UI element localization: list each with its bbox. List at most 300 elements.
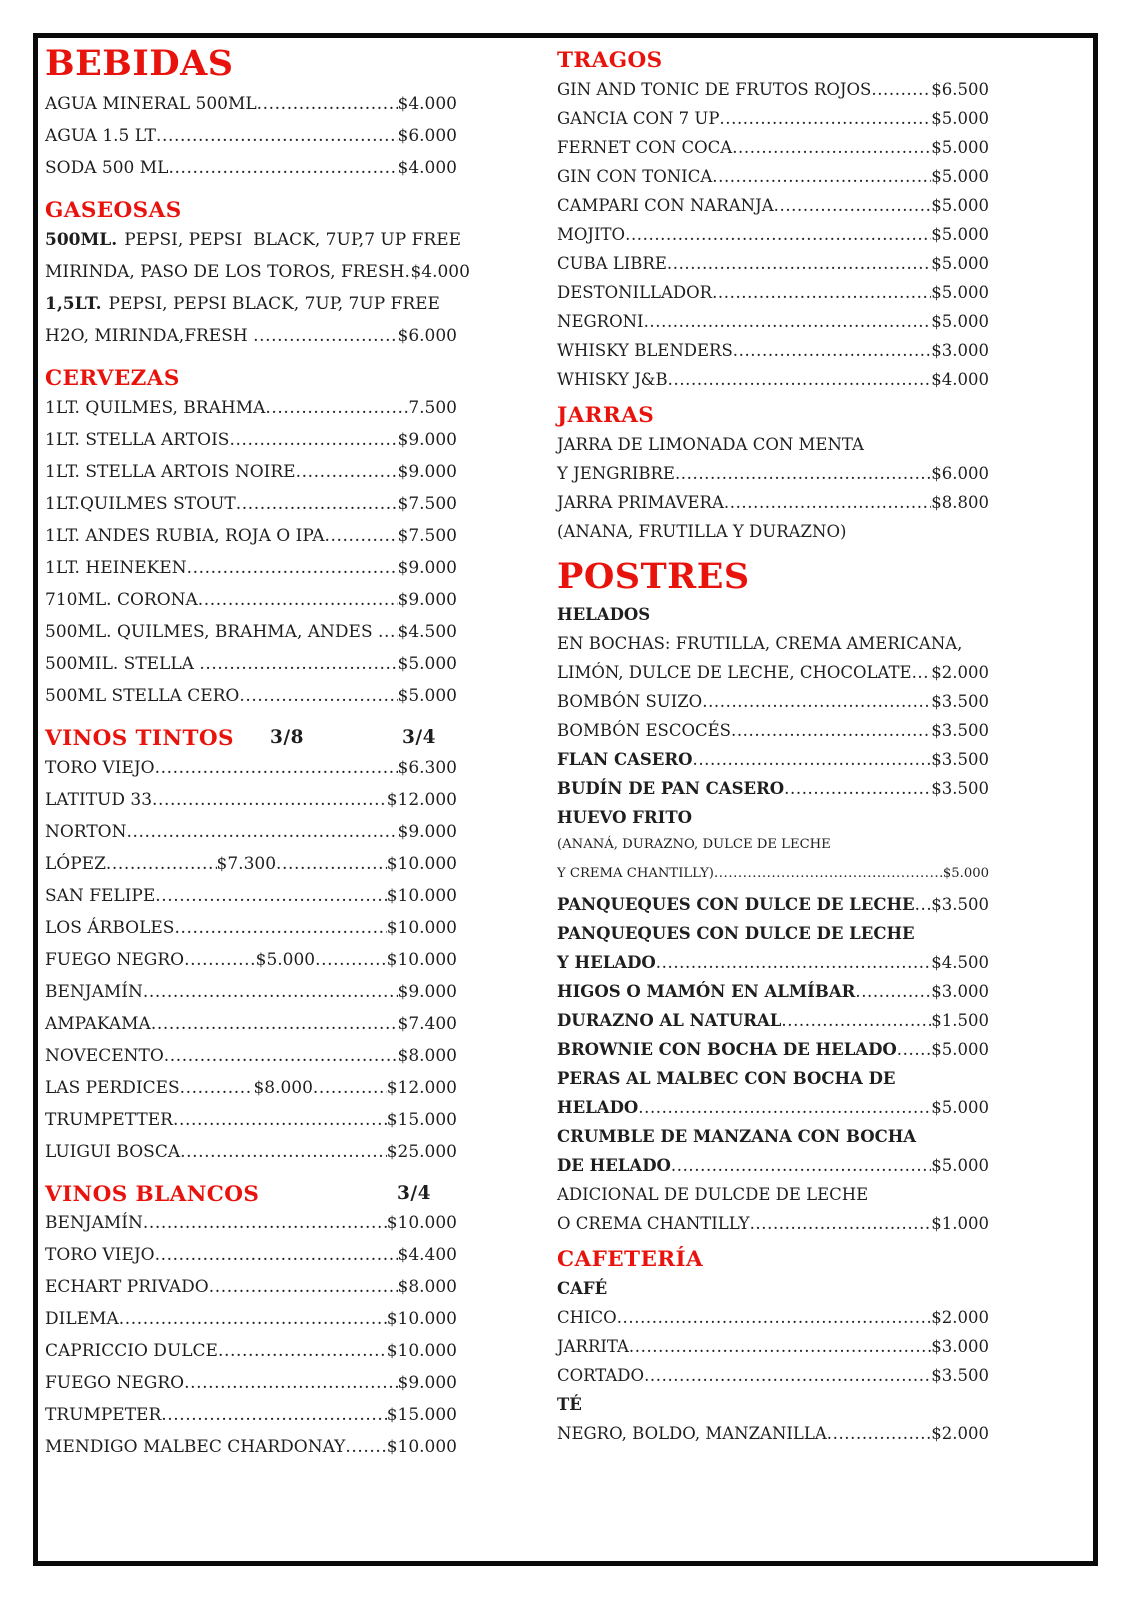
dot-leader	[187, 558, 398, 578]
dot-leader	[155, 1245, 398, 1265]
menu-item	[45, 326, 457, 358]
item-price: $5.000	[942, 865, 989, 881]
item-label: BOMBÓN SUIZO	[557, 691, 703, 711]
dot-leader	[180, 1142, 387, 1162]
item-label: FUEGO NEGRO	[45, 1373, 185, 1394]
item-label: 1LT. STELLA ARTOIS NOIRE	[45, 461, 296, 482]
dot-leader	[126, 822, 397, 842]
section-title-text: CERVEZAS	[45, 366, 180, 392]
item-label: MOJITO	[557, 224, 626, 244]
dot-leader	[155, 886, 386, 906]
item-price: $3.500	[931, 1365, 989, 1385]
section-title-bebidas	[45, 44, 457, 84]
dot-leader	[644, 1366, 931, 1385]
menu-item	[45, 526, 457, 558]
dot-leader	[218, 1341, 387, 1361]
item-price: $5.000	[931, 1155, 989, 1175]
item-price: $9.000	[397, 981, 457, 1002]
item-label: CAFÉ	[557, 1278, 608, 1298]
menu-item	[557, 634, 989, 663]
item-label: Y HELADO	[557, 952, 656, 972]
item-label: BOMBÓN ESCOCÉS	[557, 720, 731, 740]
menu-item	[45, 430, 457, 462]
section-title-cafeteria	[557, 1247, 989, 1273]
item-label: NEGRONI	[557, 311, 644, 331]
menu-item	[45, 558, 457, 590]
item-price: $4.500	[931, 952, 989, 972]
menu-item	[557, 1337, 989, 1366]
item-label: CAMPARI CON NARANJA	[557, 195, 774, 215]
section-title-text: VINOS TINTOS	[45, 725, 234, 751]
menu-item	[557, 1424, 989, 1453]
menu-item	[557, 692, 989, 721]
dot-leader	[161, 1405, 386, 1425]
dot-leader	[625, 225, 931, 244]
dot-leader	[199, 654, 397, 674]
dot-leader	[143, 982, 398, 1002]
section-title-vinos-tintos	[45, 726, 457, 752]
item-price: $5.000	[931, 166, 989, 186]
item-label: JARRITA	[557, 1336, 629, 1356]
item-label: CHICO	[557, 1307, 617, 1327]
item-label: 500ML STELLA CERO	[45, 685, 240, 706]
menu-item	[557, 663, 989, 692]
item-label: HELADOS	[557, 604, 651, 624]
menu-item	[45, 590, 457, 622]
dot-leader	[629, 1337, 931, 1356]
menu-item	[557, 341, 989, 370]
menu-item	[45, 686, 457, 718]
menu-item	[557, 866, 989, 895]
item-label: 1LT. ANDES RUBIA, ROJA O IPA	[45, 525, 325, 546]
item-price: $3.500	[931, 894, 989, 914]
item-label: SAN FELIPE	[45, 885, 156, 906]
menu-item	[45, 1341, 457, 1373]
dot-leader	[638, 1098, 931, 1117]
dot-leader	[155, 758, 398, 778]
dot-leader	[229, 430, 397, 450]
item-price: $7.400	[397, 1013, 457, 1034]
menu-page-border	[33, 33, 1098, 1566]
menu-item	[45, 918, 457, 950]
menu-item	[557, 1098, 989, 1127]
menu-item	[557, 1366, 989, 1395]
dot-leader	[173, 1110, 387, 1130]
item-price: $8.000	[397, 1045, 457, 1066]
menu-item	[557, 370, 989, 399]
dot-leader	[781, 1011, 931, 1030]
item-price: $9.000	[397, 1373, 457, 1394]
dot-leader	[912, 663, 932, 682]
section-title-text: TRAGOS	[557, 48, 663, 73]
item-price: $2.000	[931, 1423, 989, 1443]
menu-item	[45, 1373, 457, 1405]
dot-leader	[784, 779, 931, 798]
dot-leader	[152, 790, 387, 810]
item-label: MENDIGO MALBEC CHARDONAY	[45, 1437, 346, 1458]
item-label: 500ML. QUILMES, BRAHMA, ANDES	[45, 621, 379, 642]
item-price: $10.000	[386, 1309, 457, 1330]
item-label: GIN AND TONIC DE FRUTOS ROJOS	[557, 79, 872, 99]
item-label: TRUMPETTER	[45, 1109, 173, 1130]
dot-leader	[656, 953, 931, 972]
item-price: $6.000	[931, 463, 989, 483]
item-price: $6.000	[397, 326, 457, 347]
item-label: AGUA MINERAL 500ML	[45, 94, 257, 115]
section-title-jarras	[557, 403, 989, 429]
menu-item	[557, 225, 989, 254]
item-price: $3.500	[931, 749, 989, 769]
menu-item	[45, 982, 457, 1014]
item-label: AGUA 1.5 LT	[45, 126, 157, 147]
item-price: $15.000	[386, 1405, 457, 1426]
section-title-gaseosas	[45, 198, 457, 224]
item-label: MIRINDA, PASO DE LOS TOROS, FRESH	[45, 262, 405, 283]
section-title-cervezas	[45, 366, 457, 392]
item-label: TORO VIEJO	[45, 1245, 155, 1266]
menu-item	[45, 1014, 457, 1046]
item-label: DE HELADO	[557, 1155, 671, 1175]
dot-leader	[253, 326, 397, 346]
size-column-header: 3/4	[402, 727, 437, 749]
menu-item	[45, 1110, 457, 1142]
menu-item	[45, 294, 457, 326]
menu-item	[557, 895, 989, 924]
item-label: BENJAMÍN	[45, 1213, 143, 1234]
item-price: $12.000	[386, 789, 457, 810]
item-price: $4.500	[397, 621, 457, 642]
item-price: $8.800	[931, 492, 989, 512]
dot-leader	[324, 526, 397, 546]
item-label: NORTON	[45, 821, 127, 842]
item-price: $2.000	[931, 1307, 989, 1327]
size-column-header: 3/8	[270, 727, 305, 749]
menu-item	[557, 924, 989, 953]
item-price: $10.000	[386, 1213, 457, 1234]
dot-leader	[143, 1213, 387, 1233]
menu-item	[557, 982, 989, 1011]
menu-item	[45, 1078, 457, 1110]
item-label: BROWNIE CON BOCHA DE HELADO	[557, 1039, 897, 1059]
item-price: $25.000	[386, 1141, 457, 1162]
menu-item	[557, 1011, 989, 1040]
item-price: $4.000	[397, 158, 457, 179]
dot-leader	[174, 918, 386, 938]
item-label: PEPSI, PEPSI BLACK, 7UP,7 UP FREE	[124, 230, 462, 251]
menu-item	[557, 80, 989, 109]
menu-item	[557, 750, 989, 779]
dot-leader	[151, 1014, 398, 1034]
item-price: $4.000	[410, 262, 470, 283]
item-label: LAS PERDICES	[45, 1077, 180, 1098]
menu-item	[45, 1245, 457, 1277]
item-price: $3.500	[931, 691, 989, 711]
menu-item	[45, 1142, 457, 1174]
menu-item	[45, 654, 457, 686]
item-label: GANCIA CON 7 UP	[557, 108, 720, 128]
item-label: TRUMPETER	[45, 1405, 162, 1426]
item-label: (ANANA, FRUTILLA Y DURAZNO)	[557, 521, 847, 541]
item-label: 1LT. STELLA ARTOIS	[45, 429, 230, 450]
item-label: Y CREMA CHANTILLY)	[557, 865, 714, 881]
menu-item	[45, 1213, 457, 1245]
item-label: 1LT. QUILMES, BRAHMA	[45, 397, 266, 418]
item-label: PERAS AL MALBEC CON BOCHA DE	[557, 1068, 896, 1088]
item-price: $7.500	[397, 493, 457, 514]
dot-leader	[168, 158, 397, 178]
dot-leader	[106, 854, 217, 874]
item-label: CRUMBLE DE MANZANA CON BOCHA	[557, 1126, 917, 1146]
right-column	[557, 44, 989, 1561]
item-price: $5.000	[397, 685, 457, 706]
menu-item	[45, 1437, 457, 1469]
dot-leader	[855, 982, 931, 1001]
item-label: WHISKY J&B	[557, 369, 668, 389]
item-label: (ANANÁ, DURAZNO, DULCE DE LECHE	[557, 836, 831, 852]
item-label: LUIGUI BOSCA	[45, 1141, 181, 1162]
item-label: HIGOS O MAMÓN EN ALMÍBAR	[557, 981, 856, 1001]
menu-item	[45, 398, 457, 430]
section-title-text: JARRAS	[557, 402, 655, 428]
item-label: NOVECENTO	[45, 1045, 164, 1066]
item-label: HELADO	[557, 1097, 639, 1117]
menu-item	[557, 721, 989, 750]
dot-leader	[774, 196, 932, 215]
section-title-postres	[557, 557, 989, 597]
dot-leader	[750, 1214, 932, 1233]
item-price: $5.000	[931, 195, 989, 215]
item-price: $5.000	[931, 253, 989, 273]
item-price: $4.400	[397, 1245, 457, 1266]
item-label: CORTADO	[557, 1365, 645, 1385]
item-label: DURAZNO AL NATURAL	[557, 1010, 782, 1030]
item-label: TÉ	[557, 1394, 582, 1414]
dot-leader	[731, 721, 931, 740]
menu-item	[45, 886, 457, 918]
dot-leader	[671, 1156, 931, 1175]
dot-leader	[296, 462, 398, 482]
item-price: $8.000	[397, 1277, 457, 1298]
menu-item	[557, 953, 989, 982]
item-price: $5.000	[931, 282, 989, 302]
dot-leader	[184, 1373, 397, 1393]
item-price: $1.500	[931, 1010, 989, 1030]
item-price: $5.000	[397, 653, 457, 674]
menu-item	[45, 262, 470, 294]
item-price: $6.500	[931, 79, 989, 99]
left-column	[45, 43, 470, 1561]
menu-item	[557, 435, 989, 464]
menu-item	[557, 605, 989, 634]
menu-item	[557, 283, 989, 312]
menu-item	[45, 1277, 457, 1309]
dot-leader	[732, 138, 931, 157]
section-title-text: BEBIDAS	[45, 43, 234, 84]
item-price: $5.000	[931, 1039, 989, 1059]
dot-leader	[164, 1046, 398, 1066]
dot-leader	[315, 950, 387, 970]
item-label-prefix: 500ML.	[45, 230, 118, 251]
item-label: PANQUEQUES CON DULCE DE LECHE	[557, 894, 915, 914]
menu-item	[557, 1040, 989, 1069]
item-label: FERNET CON COCA	[557, 137, 733, 157]
item-price: $3.500	[931, 720, 989, 740]
item-label: EN BOCHAS: FRUTILLA, CREMA AMERICANA,	[557, 633, 963, 653]
dot-leader	[378, 622, 398, 642]
item-label: AMPAKAMA	[45, 1013, 151, 1034]
dot-leader	[719, 109, 931, 128]
item-label: FUEGO NEGRO	[45, 949, 185, 970]
item-price: $10.000	[386, 917, 457, 938]
item-price: $5.000	[931, 224, 989, 244]
item-price: $10.000	[386, 1437, 457, 1458]
dot-leader	[714, 866, 943, 881]
menu-item	[45, 462, 457, 494]
item-label: 710ML. CORONA	[45, 589, 198, 610]
dot-leader	[827, 1424, 932, 1443]
item-label: LÓPEZ	[45, 853, 106, 874]
item-price: $10.000	[386, 885, 457, 906]
menu-item	[45, 126, 457, 158]
size-column-header: 3/4	[397, 1183, 432, 1205]
item-price: $1.000	[931, 1213, 989, 1233]
item-label: 1LT. HEINEKEN	[45, 557, 187, 578]
dot-leader	[644, 312, 932, 331]
dot-leader	[897, 1040, 931, 1059]
item-price: $4.000	[397, 94, 457, 115]
menu-item	[45, 1309, 457, 1341]
dot-leader	[236, 494, 398, 514]
menu-item	[557, 493, 989, 522]
dot-leader	[156, 126, 397, 146]
menu-item	[557, 312, 989, 341]
item-label: O CREMA CHANTILLY	[557, 1213, 750, 1233]
item-label: ECHART PRIVADO	[45, 1277, 209, 1298]
item-label: NEGRO, BOLDO, MANZANILLA	[557, 1423, 827, 1443]
item-price: $6.000	[397, 126, 457, 147]
menu-item	[45, 950, 457, 982]
item-price: $9.000	[397, 461, 457, 482]
section-title-text: VINOS BLANCOS	[45, 1181, 260, 1207]
menu-item	[557, 1395, 989, 1424]
menu-item	[45, 622, 457, 654]
dot-leader	[257, 94, 398, 114]
item-label: DESTONILLADOR	[557, 282, 713, 302]
item-price: $10.000	[386, 1341, 457, 1362]
item-price: $10.000	[386, 853, 457, 874]
menu-item	[557, 1214, 989, 1243]
item-label: PANQUEQUES CON DULCE DE LECHE	[557, 923, 915, 943]
item-price: $3.000	[931, 1336, 989, 1356]
menu-item	[45, 230, 462, 262]
item-price: $6.300	[397, 757, 457, 778]
menu-item	[557, 138, 989, 167]
dot-leader	[692, 750, 931, 769]
menu-item	[557, 837, 989, 866]
section-title-text: POSTRES	[557, 555, 750, 597]
menu-item	[45, 94, 457, 126]
item-price: $9.000	[397, 429, 457, 450]
item-price: 7.500	[408, 397, 457, 418]
menu-item	[45, 822, 457, 854]
item-label: ADICIONAL DE DULCDE DE LECHE	[557, 1184, 869, 1204]
item-label: BENJAMÍN	[45, 981, 143, 1002]
dot-leader	[180, 1078, 254, 1098]
menu-item	[557, 522, 989, 551]
dot-leader	[668, 370, 932, 389]
item-label: SODA 500 ML	[45, 158, 169, 179]
menu-item	[45, 158, 457, 190]
dot-leader	[209, 1277, 398, 1297]
item-label: BUDÍN DE PAN CASERO	[557, 778, 785, 798]
section-title-text: CAFETERÍA	[557, 1246, 704, 1272]
item-price: $5.000	[931, 311, 989, 331]
item-price-small-size: $5.000	[255, 949, 316, 970]
item-price: $9.000	[397, 557, 457, 578]
item-price: $3.500	[931, 778, 989, 798]
dot-leader	[724, 493, 931, 512]
menu-item	[45, 494, 457, 526]
dot-leader	[712, 167, 931, 186]
item-label: WHISKY BLENDERS	[557, 340, 733, 360]
menu-item	[45, 1046, 457, 1078]
dot-leader	[712, 283, 931, 302]
item-price: $9.000	[397, 821, 457, 842]
dot-leader	[733, 341, 932, 360]
menu-item	[557, 1127, 989, 1156]
menu-item	[557, 254, 989, 283]
item-price: $15.000	[386, 1109, 457, 1130]
dot-leader	[345, 1437, 386, 1457]
item-label: FLAN CASERO	[557, 749, 693, 769]
menu-item	[557, 1279, 989, 1308]
item-label: HUEVO FRITO	[557, 807, 692, 827]
item-label: GIN CON TONICA	[557, 166, 713, 186]
item-label: 500MIL. STELLA	[45, 653, 200, 674]
item-price: $5.000	[931, 1097, 989, 1117]
menu-columns	[38, 38, 1093, 1561]
menu-item	[557, 464, 989, 493]
dot-leader	[915, 895, 932, 914]
dot-leader	[276, 854, 387, 874]
menu-item	[45, 758, 457, 790]
dot-leader	[239, 686, 397, 706]
dot-leader	[313, 1078, 387, 1098]
item-price-small-size: $7.300	[216, 853, 277, 874]
item-label: JARRA PRIMAVERA	[557, 492, 724, 512]
item-label: TORO VIEJO	[45, 757, 155, 778]
item-label: H2O, MIRINDA,FRESH	[45, 326, 254, 347]
item-label: LOS ÁRBOLES	[45, 917, 175, 938]
dot-leader	[198, 590, 398, 610]
item-label: JARRA DE LIMONADA CON MENTA	[557, 434, 864, 454]
item-label: PEPSI, PEPSI BLACK, 7UP, 7UP FREE	[108, 294, 440, 315]
menu-item	[557, 196, 989, 225]
dot-leader	[184, 950, 256, 970]
menu-item	[557, 779, 989, 808]
item-label: Y JENGRIBRE	[557, 463, 675, 483]
menu-item	[45, 790, 457, 822]
dot-leader	[871, 80, 931, 99]
item-label: LIMÓN, DULCE DE LECHE, CHOCOLATE	[557, 662, 912, 682]
item-price: $3.000	[931, 981, 989, 1001]
item-price: $4.000	[931, 369, 989, 389]
item-price: $5.000	[931, 137, 989, 157]
item-price: $2.000	[931, 662, 989, 682]
item-price: $7.500	[397, 525, 457, 546]
dot-leader	[265, 398, 408, 418]
menu-item	[557, 167, 989, 196]
